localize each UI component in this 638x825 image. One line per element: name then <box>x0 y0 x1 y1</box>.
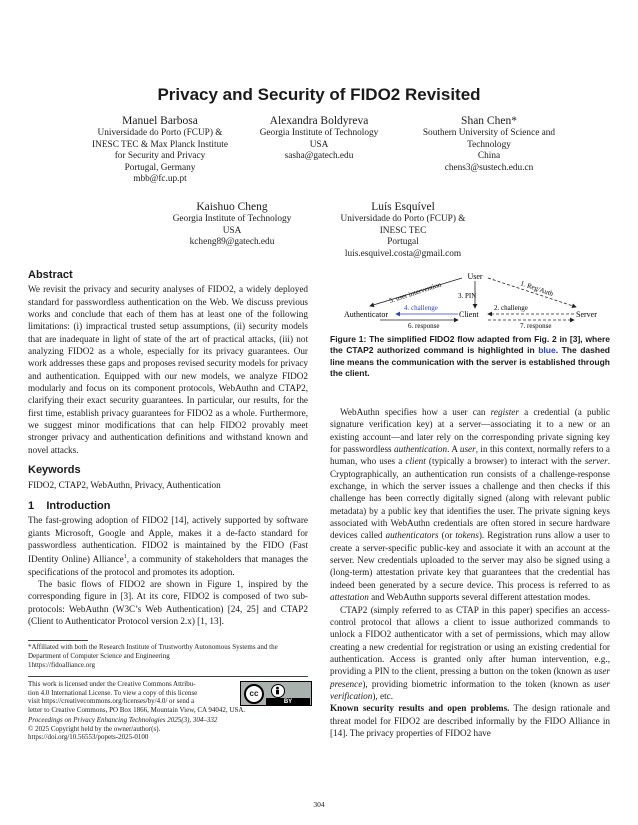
author-name: Kaishuo Cheng <box>196 201 268 213</box>
author-country: China <box>477 151 501 162</box>
author-affiliation: Georgia Institute of Technology <box>259 128 379 138</box>
author-block <box>303 200 503 260</box>
author-affiliation: INESC TEC <box>379 225 427 236</box>
edge-label: 5. user intervention <box>388 280 443 305</box>
caption-highlight: blue <box>538 345 556 356</box>
author-affiliation: INESC TEC & Max Planck Institute <box>92 139 228 150</box>
edge-label: 7. response <box>520 322 552 330</box>
edge-label: 6. response <box>408 322 440 330</box>
author-country: Portugal, Germany <box>124 162 196 173</box>
node-user: User <box>467 272 483 281</box>
author-email: kcheng89@gatech.edu <box>189 237 275 248</box>
cc-icon: cc <box>244 684 264 704</box>
edge-label: 2. challenge <box>494 304 528 312</box>
node-client: Client <box>459 310 479 319</box>
body-paragraph <box>330 702 610 739</box>
author-affiliation: Universidade do Porto (FCUP) & <box>340 214 466 224</box>
author-affiliation: Universidade do Porto (FCUP) & <box>97 128 223 138</box>
keywords-text: FIDO2, CTAP2, WebAuthn, Privacy, Authentication <box>28 479 221 490</box>
intro-paragraph <box>28 514 308 578</box>
abstract-heading: Abstract <box>28 269 73 281</box>
author-country: USA <box>309 139 329 150</box>
author-affiliation: Georgia Institute of Technology <box>172 214 292 224</box>
author-name: Manuel Barbosa <box>122 115 198 127</box>
intro-paragraph: The basic flows of FIDO2 are shown in Figure 1, inspired by the corresponding figure in [3]. At its core, FIDO2 is composed of two sub-protocols: WebAuthn (W3C’s Web Authentication) [24, 25] and CTAP2 (Client to Authenticator Protocol version 2.x) [1, 13]. <box>28 578 308 626</box>
author-email: luis.esquivel.costa@gmail.com <box>344 248 462 259</box>
body-paragraph: CTAP2 (simply referred to as CTAP in this paper) specifies an access-control protocol that allows a client to issue authorized commands to unlock a FIDO2 authenticator with a set of permissions, which may allow creating a new credential for registration or using an existing credential for authentication. Access is granted only after human intervention, e.g., providing a PIN to the client, pressing a button on the token (known as user presence), providing biometric information to the token (known as user verification), etc. <box>330 604 610 701</box>
edge-label: 1. Reg/Auth <box>519 279 555 299</box>
publication-info <box>28 716 308 742</box>
doi-link[interactable]: https://doi.org/10.56553/popets-2025-0100 <box>28 733 149 742</box>
license-text <box>28 680 246 715</box>
author-name: Alexandra Boldyreva <box>269 115 369 127</box>
author-block <box>389 114 589 174</box>
paragraph-heading: Known security results and open problems. <box>330 703 510 714</box>
caption-text: Figure 1: The simplified FIDO2 flow adapted from Fig. 2 in [3], where the CTAP2 authorized command is highlighted in <box>330 334 610 356</box>
body-paragraph: WebAuthn specifies how a user can register a credential (a public signature verification key) at a server—associating it to a new or an existing account—and later rely on the corresponding private signing key for passwordless authentication. A user, in this context, normally refers to a human, who uses a client (typically a browser) to interact with the server. Cryptographically, an authentication run consists of a challenge-response exchange, in which the server issues a challenge and then checks if this challenge has been correctly digitally signed (along with relevant public metadata) by a public key that identifies the user. The private signing keys associated with WebAuthn credentials are often stored in secure hardware devices called authenticators (or tokens). Registration runs allow a user to create a server-specific public-key and associate it with an account at the server. New credentials uploaded to the server may also be signed using a (long-term) attestation private key that guarantees that the credential has indeed been generated by a secure device. This process is referred to as attestation and WebAuthn supports several different attestation modes. <box>330 407 611 603</box>
right-column <box>330 406 610 739</box>
edge-label: 4. challenge <box>404 304 438 312</box>
footnote-rule <box>28 640 88 641</box>
footnote: *Affiliated with both the Research Institute of Trustworthy Autonomous Systems and the Department of Computer Science and Engineering <box>28 643 278 660</box>
introduction-heading: 1 Introduction <box>28 499 111 512</box>
proceedings: Proceedings on Privacy Enhancing Technologies 2025(3), 304–332 <box>28 716 218 724</box>
page-number: 304 <box>313 800 325 809</box>
author-email: sasha@gatech.edu <box>284 151 354 162</box>
author-email: chens3@sustech.edu.cn <box>444 162 534 173</box>
license-line: This work is licensed under the Creative Commons Attribu- <box>28 680 196 688</box>
author-country: USA <box>222 225 242 236</box>
body-text: The design rationale and threat model for FIDO2 are described informally by the FIDO Alliance in [14]. The privacy properties of FIDO2 have <box>330 703 610 738</box>
person-icon <box>271 684 285 698</box>
caption-text: . The dashed line means the communication with the server is established through the client. <box>330 345 610 379</box>
author-affiliation: for Security and Privacy <box>114 151 206 162</box>
author-affiliation: Technology <box>467 139 511 150</box>
author-country: Portugal <box>387 237 419 248</box>
abstract-text: We revisit the privacy and security analyses of FIDO2, a widely deployed standard for passwordless authentication on the Web. We discuss previous works and conclude that each of them has at least one of the following limitations: (i) impractical trusted setup assumptions, (ii) security models that are inadequate in light of state of the art of practical attacks, (iii) not analyzing FIDO2 as a whole, especially for its privacy guarantees. Our work addresses these gaps and proposes revised security models for privacy and authentication. Equipped with our new models, we analyze FIDO2 modularly and focus on its component protocols, WebAuthn and CTAP2, clarifying their exact security guarantees. In particular, our results, for the first time, establish privacy guarantees for FIDO2 as a whole. Furthermore, we suggest minor modifications that can help FIDO2 provably meet stronger privacy and authentication definitions and withstand known and novel attacks. <box>28 284 308 455</box>
footnote: 1https://fidoalliance.org <box>28 661 95 669</box>
intro-text: , a community of stakeholders that manages the specifications of the protocol and promotes its adoption. <box>28 554 308 577</box>
by-label: BY <box>266 698 310 706</box>
author-block <box>132 200 332 249</box>
license-line: tion 4.0 International License. To view a copy of this license <box>28 688 198 697</box>
keywords-heading: Keywords <box>28 464 81 477</box>
license-rule <box>28 676 308 677</box>
fido2-flow-figure <box>330 270 610 332</box>
author-name: Shan Chen* <box>461 115 517 127</box>
edge-label: 3. PIN <box>458 292 477 300</box>
author-name: Luís Esquível <box>371 201 435 213</box>
author-affiliation: Southern University of Science and <box>422 128 556 138</box>
copyright: © 2025 Copyright held by the owner/author(s). <box>28 724 161 733</box>
node-authenticator: Authenticator <box>344 310 388 319</box>
license-line: visit https://creativecommons.org/licenses/by/4.0/ or send a <box>28 697 195 706</box>
intro-text: The fast-growing adoption of FIDO2 [14], actively supported by software giants Microsoft, Google and Apple, makes it a de-facto standard for passwordless authentication. FIDO2 is maintained by the FIDO (Fast IDentity Online) Alliance <box>28 515 308 565</box>
node-server: Server <box>576 310 597 319</box>
cc-by-badge <box>240 681 312 706</box>
license-line: letter to Creative Commons, PO Box 1866, Mountain View, CA 94042, USA. <box>28 706 246 715</box>
author-email: mbb@fc.up.pt <box>133 174 187 185</box>
figure-caption <box>330 334 610 380</box>
left-column <box>28 269 308 627</box>
footnote-marker: 1 <box>123 554 127 561</box>
paper-title: Privacy and Security of FIDO2 Revisited <box>157 85 481 104</box>
